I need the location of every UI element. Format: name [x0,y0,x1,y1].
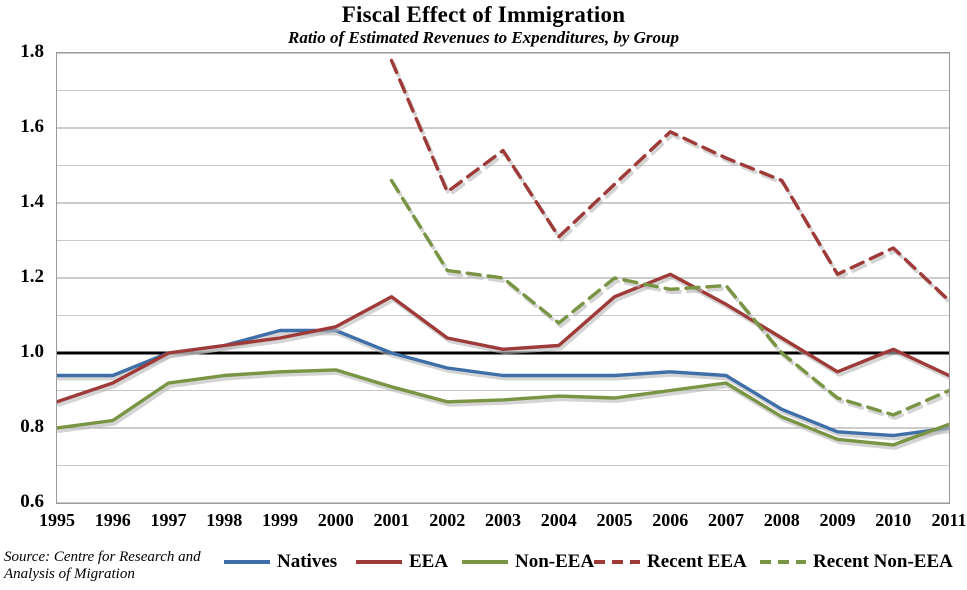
legend-swatch [356,555,402,569]
legend-label: Recent Non-EEA [813,551,953,572]
y-tick-label: 1.4 [20,191,44,212]
y-tick-label: 1.8 [20,41,44,62]
y-tick-label: 0.6 [20,491,44,512]
x-tick-label: 2005 [596,510,633,530]
plot-canvas [56,52,950,504]
x-tick-label: 1998 [206,510,243,530]
y-tick-label: 0.8 [20,416,44,437]
legend-item-eea[interactable] [356,545,448,579]
legend-label: Non-EEA [515,551,595,572]
x-tick-label: 2003 [485,510,521,530]
plot-area [56,52,950,504]
y-tick-label: 1.6 [20,116,44,137]
legend-item-non-eea[interactable] [462,545,594,579]
legend-item-recent-non-eea[interactable] [760,545,953,579]
x-tick-label: 2008 [763,510,800,530]
x-tick-label: 2000 [317,510,354,530]
x-tick-label: 2001 [373,510,410,530]
y-tick-label: 1.2 [20,266,44,287]
chart-svg [57,53,949,503]
legend-swatch [224,555,270,569]
legend-label: Natives [277,551,338,572]
y-tick-label: 1.0 [20,341,44,362]
x-tick-label: 1997 [150,510,187,530]
series-shadow [394,184,950,418]
x-tick-label: 2009 [819,510,856,530]
x-axis-labels [39,510,967,536]
x-tick-label: 2011 [931,510,967,530]
legend-swatch [594,555,640,569]
x-tick-label: 1995 [39,510,75,530]
x-tick-label: 2004 [540,510,577,530]
x-tick-label: 2010 [875,510,912,530]
legend-swatch [760,555,806,569]
chart-subtitle: Ratio of Estimated Revenues to Expenditures, by Group [287,28,680,47]
chart-legend [0,545,967,587]
legend-label: Recent EEA [647,551,747,572]
legend-item-recent-eea[interactable] [594,545,747,579]
series-shadow [394,64,950,304]
x-tick-label: 2002 [429,510,466,530]
y-axis-labels [0,41,50,512]
x-tick-label: 2007 [708,510,744,530]
legend-swatch [462,555,508,569]
series-shadow [59,277,949,405]
legend-label: EEA [409,551,449,572]
series-line-recent-non-eea [392,181,950,415]
x-tick-label: 2006 [652,510,689,530]
source-note: Source: Centre for Research and Analysis of Migration [4,549,201,583]
chart-title: Fiscal Effect of Immigration [341,2,626,27]
legend-item-natives[interactable] [224,545,337,579]
x-tick-label: 1996 [94,510,131,530]
x-tick-label: 1999 [262,510,298,530]
